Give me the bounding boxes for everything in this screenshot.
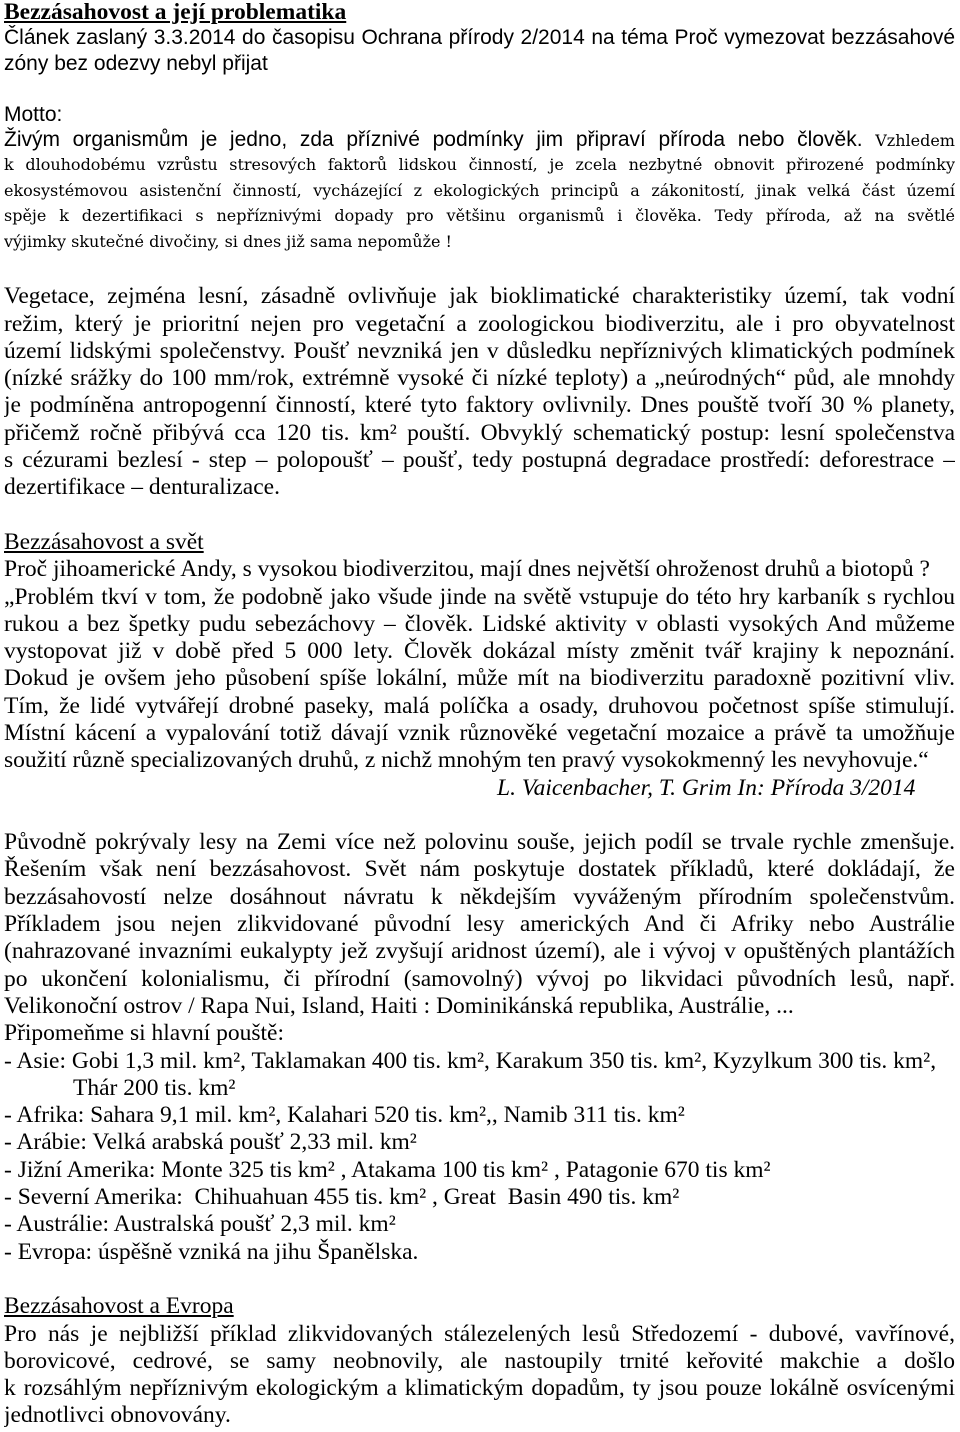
document-page <box>4 0 955 1430</box>
paragraph-line: Vegetace, zejména lesní, zásadně ovlivňuje jak bioklimatické charakteristiky území, tak vodní <box>4 283 955 310</box>
article-body <box>4 283 955 1429</box>
desert-list-item: - Austrálie: Australská poušť 2,3 mil. km² <box>4 1211 396 1238</box>
motto-line: výjimky skutečné divočiny, si dnes již sama nepomůže ! <box>4 231 452 251</box>
motto-lead: Živým organismům je jedno, zda příznivé podmínky jim připraví příroda nebo člověk. <box>4 127 863 151</box>
paragraph-gap <box>4 254 955 283</box>
quote-line: Dokud je ovšem jeho působení spíše lokální, může mít na biodiverzitu paradoxně pozitivní vliv. <box>4 665 955 692</box>
desert-list-item: - Asie: Gobi 1,3 mil. km², Taklamakan 400 tis. km², Karakum 350 tis. km², Kyzylkum 300 tis. km², <box>4 1047 937 1074</box>
paragraph-line: (nízké srážky do 100 mm/rok, extrémně vysoké či nízké teploty) a „neúrodných“ půd, ale mnohdy <box>4 365 955 392</box>
blank-line <box>4 1266 955 1293</box>
paragraph-line: Pro nás je nejbližší příklad zlikvidovaných stálezelených lesů Středozemí - dubové, vavřínové, <box>4 1320 955 1347</box>
desert-list-item: - Severní Amerika: Chihuahuan 455 tis. km² , Great Basin 490 tis. km² <box>4 1184 680 1211</box>
paragraph-line: Řešením však není bezzásahovost. Svět nám poskytuje dostatek příkladů, které dokládají, že <box>4 856 955 883</box>
motto-line: k dlouhodobému vzrůstu stresových faktorů lidskou činností, je zcela nezbytné obnovit přirozené podmínky <box>4 155 955 175</box>
section-heading-evropa: Bezzásahovost a Evropa <box>4 1293 234 1320</box>
paragraph-line: území lidskými společenstvy. Poušť nevzniká jen v důsledku nepříznivých klimatických podmínek <box>4 337 955 364</box>
desert-list-item: - Evropa: úspěšně vzniká na jihu Španělska. <box>4 1238 419 1265</box>
motto-line: ekosystémovou asistenční činností, vycházející z ekologických principů a zákonitostí, jinak velká část území <box>4 180 955 200</box>
quote-line: „Problém tkví v tom, že podobně jako všude jinde na světě vstupuje do této hry karbaník s rychlou <box>4 583 955 610</box>
paragraph-line: jednotlivci obnovovány. <box>4 1402 231 1429</box>
quote-line: Tím, že lidé vytvářejí drobné paseky, malá políčka a osady, druhovou početnost spíše stimulují. <box>4 692 955 719</box>
paragraph-line: režim, který je prioritní nejen pro vegetační a zoologickou biodiverzitu, ale i pro obyvatelnost <box>4 310 955 337</box>
intro-line: zóny bez odezvy nebyl přijat <box>4 51 268 75</box>
desert-list-item: Thár 200 tis. km² <box>73 1074 236 1101</box>
motto-lead-line <box>4 127 955 152</box>
paragraph-line: s cézurami bezlesí - step – polopoušť – poušť, tedy postupná degradace prostředí: deforestrace – <box>4 447 955 474</box>
quote-line: rukou a bez špetky pudu sebezáchovy – člověk. Lidské aktivity v oblasti vysokých And můžeme <box>4 610 955 637</box>
paragraph-line: Velikonoční ostrov / Rapa Nui, Island, Haiti : Dominikánská republika, Austrálie, ... <box>4 992 794 1019</box>
motto-lead-continuation: Vzhledem <box>875 130 955 150</box>
desert-list-item: - Afrika: Sahara 9,1 mil. km², Kalahari 520 tis. km²,, Namib 311 tis. km² <box>4 1102 685 1129</box>
section-heading-svet: Bezzásahovost a svět <box>4 528 204 555</box>
header-block <box>4 0 955 254</box>
paragraph-line: Původně pokrývaly lesy na Zemi více než polovinu souše, jejich podíl se trvale rychle zmenšuje. <box>4 829 955 856</box>
quote-line: Místní kácení a vypalování totiž dávají vznik různověké vegetační mozaice a právě ta umožňuje <box>4 720 955 746</box>
paragraph-line: přičemž ročně přibývá cca 120 tis. km² pouští. Obvyklý schematický postup: lesní společenstva <box>4 419 955 446</box>
quote-citation: L. Vaicenbacher, T. Grim In: Příroda 3/2014 <box>497 774 916 801</box>
paragraph-line: je podmíněna antropogenní činností, které tyto faktory ovlivnily. Dnes pouště tvoří 30 % planety, <box>4 392 955 419</box>
paragraph-line: po ukončení kolonialismu, či přírodní (samovolný) vývoj po likvidaci původních lesů, např. <box>4 965 955 992</box>
intro-line: Článek zaslaný 3.3.2014 do časopisu Ochrana přírody 2/2014 na téma Proč vymezovat bezzásahové <box>4 26 955 50</box>
deserts-heading: Připomeňme si hlavní pouště: <box>4 1020 285 1047</box>
motto-line: spěje k dezertifikaci s nepříznivými dopady pro většinu organismů i člověka. Tedy příroda, až na světlé <box>4 206 955 226</box>
paragraph-line: bezzásahovostí nelze dosáhnout návratu k někdejším vyváženým přírodním společenstvům. <box>4 883 955 910</box>
desert-list-item: - Arábie: Velká arabská poušť 2,33 mil. km² <box>4 1129 417 1156</box>
paragraph-line: k rozsáhlým nepříznivým ekologickým a klimatickým dopadům, ty jsou pouze lokálně osvícenými <box>4 1375 955 1402</box>
paragraph-line: Příkladem jsou nejen zlikvidované původní lesy amerických And či Afriky nebo Austrálie <box>4 911 955 938</box>
paragraph-line: borovicové, cedrové, se samy neobnovily, ale nastoupily trnité keřovité makchie a došlo <box>4 1347 955 1374</box>
quote-line: soužití různě specializovaných druhů, z nichž mnohým ten pravý vysokokmenný les nevyhovuje.“ <box>4 747 929 774</box>
page-title: Bezzásahovost a její problematika <box>4 0 347 25</box>
blank-line <box>4 76 955 101</box>
paragraph-line: (nahrazované invazními eukalypty jež zvyšují aridnost území), ale i vývoj v opuštěných plantážích <box>4 938 955 965</box>
blank-line <box>4 802 955 829</box>
paragraph-line: dezertifikace – denturalizace. <box>4 474 280 501</box>
section-question: Proč jihoamerické Andy, s vysokou biodiverzitou, mají dnes největší ohroženost druhů a biotopů ? <box>4 556 930 583</box>
blank-line <box>4 502 955 529</box>
desert-list-item: - Jižní Amerika: Monte 325 tis km² , Atakama 100 tis km² , Patagonie 670 tis km² <box>4 1156 771 1183</box>
motto-label: Motto: <box>4 102 63 126</box>
quote-line: vystopovat již v době před 5 000 lety. Člověk dokázal místy změnit tvář krajiny k nepoznání. <box>4 638 955 665</box>
